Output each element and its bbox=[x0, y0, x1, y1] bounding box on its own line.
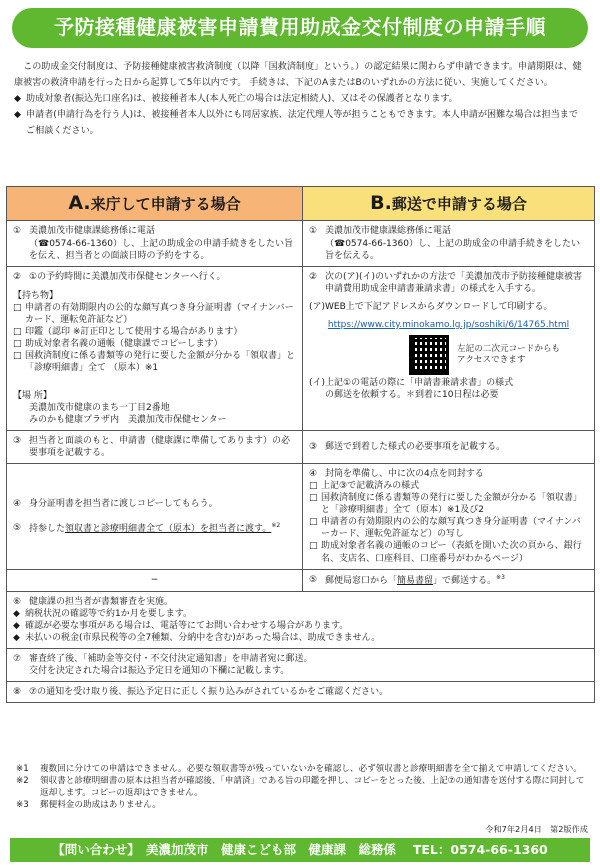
step-5-a-empty bbox=[7, 569, 303, 591]
footnote bbox=[16, 776, 586, 800]
item-text: 印鑑（認印 ※訂正印として使用する場合があります） bbox=[25, 326, 243, 337]
step-1-b bbox=[303, 221, 595, 266]
method-a-label: 来庁して申請する場合 bbox=[90, 195, 241, 213]
place-facility: みのかも健康プラザ内 美濃加茂市保健センター bbox=[29, 415, 227, 426]
step-text: 身分証明書を担当者に渡しコピーしてもらう。 bbox=[29, 498, 218, 509]
step-number: ⑦ bbox=[13, 653, 22, 664]
method-b-label: 郵送で申請する場合 bbox=[391, 195, 527, 213]
step-number: ⑤ bbox=[13, 522, 22, 533]
checkbox-icon: □ bbox=[309, 493, 318, 504]
header-method-a bbox=[7, 187, 303, 221]
step-text: （☎0574-66-1360）し、上記の助成金の申請手続きをしたい旨を伝え、担当者との面談日時の予約をする。 bbox=[29, 238, 293, 261]
place-address: 美濃加茂市健康のまち一丁目2番地 bbox=[29, 403, 170, 414]
bullet-text: 未払いの税金(市県民税等の全7種類、分納中を含む)があった場合は、助成できません。 bbox=[25, 632, 381, 643]
diamond-icon: ◆ bbox=[14, 93, 21, 104]
qr-caption: アクセスできます bbox=[457, 354, 526, 365]
step-text: 次の(ア)(イ)のいずれかの方法で「美濃加茂市予防接種健康被害申請費用助成金申請書兼請求書」の様式を入手する。 bbox=[325, 271, 583, 294]
option-b-text: (イ)上記①の電話の際に「申請書兼請求書」の様式 bbox=[309, 377, 514, 388]
step-text: 持参した bbox=[29, 523, 66, 534]
option-a-text: (ア)WEB上で下記アドレスからダウンロードして印刷する。 bbox=[309, 301, 553, 312]
footnote bbox=[16, 764, 586, 776]
step-text: 郵送で到着した様式の必要事項を記載する。 bbox=[325, 442, 506, 453]
step-8 bbox=[7, 681, 595, 702]
checkbox-icon: □ bbox=[309, 541, 318, 552]
items-title: 【持ち物】 bbox=[13, 290, 59, 301]
step-7 bbox=[7, 648, 595, 681]
footnote-text: 領収書と診療明細書の原本は担当者が確認後、「申請済」である旨の印鑑を押し、コピーをとった後、上記⑦の通知書を送付する際に同封して返却します。コピーの返却はできません。 bbox=[40, 775, 585, 798]
step-number: ② bbox=[309, 271, 318, 282]
contact-footer bbox=[10, 838, 590, 862]
step-number: ④ bbox=[309, 469, 318, 480]
bullet-text: 納税状況の確認等で約1か月を要します。 bbox=[25, 608, 193, 619]
step-number: ⑧ bbox=[13, 686, 22, 697]
empty-mark: − bbox=[150, 575, 159, 586]
diamond-icon: ◆ bbox=[13, 632, 20, 643]
item-text: 申請者の有効期限内の公的な顔写真つき身分証明書（マイナンバーカード、運転免許証など） bbox=[25, 302, 294, 325]
item-text: 助成対象者名義の通帳のコピー（表紙を開いた次の頁から、銀行名、支店名、口座科目、口座番号がわかるページ） bbox=[321, 541, 582, 564]
intro-section bbox=[14, 60, 586, 140]
step-text: 健康課の担当者が書類審査を実施。 bbox=[29, 596, 174, 607]
step-text-underlined: 簡易書留 bbox=[397, 575, 434, 586]
step-1-a bbox=[7, 221, 303, 266]
checkbox-icon: □ bbox=[309, 517, 318, 528]
step-text: 美濃加茂市健康課総務係に電話 bbox=[325, 226, 452, 237]
qr-code-icon[interactable] bbox=[409, 335, 449, 375]
item-text: 申請者の有効期限内の公的な顔写真つき身分証明書（マイナンバーカード、運転免許証など）の写し bbox=[321, 517, 581, 540]
item-text: 国救済制度に係る書類等の発行に要した金額が分かる「領収書」と「診療明細書」全て （原本）※1 bbox=[25, 350, 296, 373]
qr-caption: 左記の二次元コードからも bbox=[457, 343, 561, 354]
intro-bullet-text: 申請者(申請行為を行う人)は、被接種者本人以外にも同居家族、法定代理人等が担うこともできます。本人申請が困難な場合は担当までご相談ください。 bbox=[26, 109, 578, 136]
diamond-icon: ◆ bbox=[13, 608, 20, 619]
checkbox-icon: □ bbox=[13, 302, 22, 313]
intro-paragraph: この助成金交付制度は、予防接種健康被害救済制度（以降「国救済制度」という。）の認定結果に関わらず申請できます。申請期限は、健康被害の救済申請を行った日から起算して5年以内です。 手続きは、下記のAまたはBのいずれかの方法に従い、実施してください。 bbox=[14, 62, 582, 88]
step-text: 郵便局窓口から「 bbox=[325, 575, 398, 586]
bullet-text: 確認が必要な事項がある場合は、電話等にてお問い合わせする場合があります。 bbox=[25, 620, 349, 631]
step-text: （☎0574-66-1360）し、上記の助成金の申請手続きをしたい旨を伝える。 bbox=[325, 238, 580, 261]
step-number: ① bbox=[309, 226, 318, 237]
qr-code-block bbox=[409, 335, 588, 375]
checkbox-icon: □ bbox=[13, 350, 22, 361]
option-b-text: の郵送を依頼する。＊到着に10日程は必要 bbox=[325, 389, 499, 400]
step-number: ⑥ bbox=[13, 596, 22, 607]
intro-bullet bbox=[14, 92, 586, 108]
item-text: 上記③で記載済みの様式 bbox=[321, 481, 420, 492]
footnote-mark: ※3 bbox=[16, 799, 29, 810]
item-text: 助成対象者名義の通帳（健康課でコピーします） bbox=[25, 338, 223, 349]
step-text: 交付を決定された場合は振込予定日を通知の下欄に記載します。 bbox=[29, 665, 290, 676]
item-text: 国救済制度に係る書類等の発行に要した金額が分かる「領収書」と「診療明細書」全て（原本）※1及び2 bbox=[321, 493, 583, 516]
place-title: 【場 所】 bbox=[13, 390, 52, 401]
checkbox-icon: □ bbox=[309, 481, 318, 492]
step-3-b bbox=[303, 431, 595, 464]
title-banner bbox=[12, 8, 588, 48]
note-ref: ※3 bbox=[496, 573, 505, 581]
method-b-letter: B. bbox=[370, 192, 392, 214]
method-a-letter: A. bbox=[68, 192, 91, 214]
step-text: 美濃加茂市健康課総務係に電話 bbox=[29, 226, 156, 237]
footnote-mark: ※2 bbox=[16, 775, 29, 786]
step-number: ③ bbox=[309, 442, 318, 453]
footnotes bbox=[16, 764, 586, 811]
note-ref: ※2 bbox=[271, 521, 281, 529]
step-text: 」で郵送する。 bbox=[433, 575, 497, 586]
step-2-b bbox=[303, 266, 595, 431]
step-text: ①の予約時間に美濃加茂市保健センターへ行く。 bbox=[29, 271, 226, 282]
diamond-icon: ◆ bbox=[13, 620, 20, 631]
revision-date: 令和7年2月4日 第2版作成 bbox=[485, 824, 588, 834]
step-4-5-a bbox=[7, 464, 303, 569]
procedure-table bbox=[6, 186, 595, 703]
step-text: 担当者と面談のもと、申請書（健康課に準備してあります）の必要事項を記載する。 bbox=[29, 436, 291, 459]
footnote-mark: ※1 bbox=[16, 764, 29, 774]
footnote-text: 複数回に分けての申請はできません。必要な領収書等が残っていないかを確認し、必ず領収書と診療明細書を全て揃えて申請してください。 bbox=[40, 764, 582, 774]
step-text: ⑦の通知を受け取り後、振込予定日に正しく振り込みがされているかをご確認ください。 bbox=[29, 686, 389, 697]
download-link[interactable]: https://www.city.minokamo.lg.jp/soshiki/6/14765.html bbox=[327, 319, 570, 330]
page-title: 予防接種健康被害申請費用助成金交付制度の申請手順 bbox=[54, 15, 546, 40]
intro-bullet-text: 助成対象者(振込先口座名)は、被接種者本人(本人死亡の場合は法定相続人)、又はその保護者となります。 bbox=[26, 93, 458, 104]
step-number: ② bbox=[13, 271, 22, 282]
step-3-a bbox=[7, 431, 303, 464]
footnote-text: 郵便料金の助成はありません。 bbox=[40, 799, 161, 810]
step-6 bbox=[7, 591, 595, 648]
step-text: 審査終了後、「補助金等交付・不交付決定通知書」を申請者宛に郵送。 bbox=[29, 653, 313, 664]
contact-text: 【問い合わせ】 美濃加茂市 健康こども部 健康課 総務係 TEL：0574-66-1360 bbox=[52, 842, 548, 858]
step-number: ① bbox=[13, 226, 22, 237]
step-2-a bbox=[7, 266, 303, 431]
diamond-icon: ◆ bbox=[14, 109, 21, 120]
step-number: ⑤ bbox=[309, 574, 318, 585]
checkbox-icon: □ bbox=[13, 326, 22, 337]
footnote bbox=[16, 800, 586, 812]
step-5-b bbox=[303, 569, 595, 591]
step-text-underlined: 領収書と診療明細書全て（原本）を担当者に渡す。 bbox=[65, 523, 272, 534]
step-number: ③ bbox=[13, 436, 22, 447]
step-4-b bbox=[303, 464, 595, 569]
step-number: ④ bbox=[13, 498, 22, 509]
checkbox-icon: □ bbox=[13, 338, 22, 349]
step-text: 封筒を準備し、中に次の4点を同封する bbox=[325, 469, 484, 480]
intro-bullet bbox=[14, 108, 586, 140]
header-method-b bbox=[303, 187, 595, 221]
